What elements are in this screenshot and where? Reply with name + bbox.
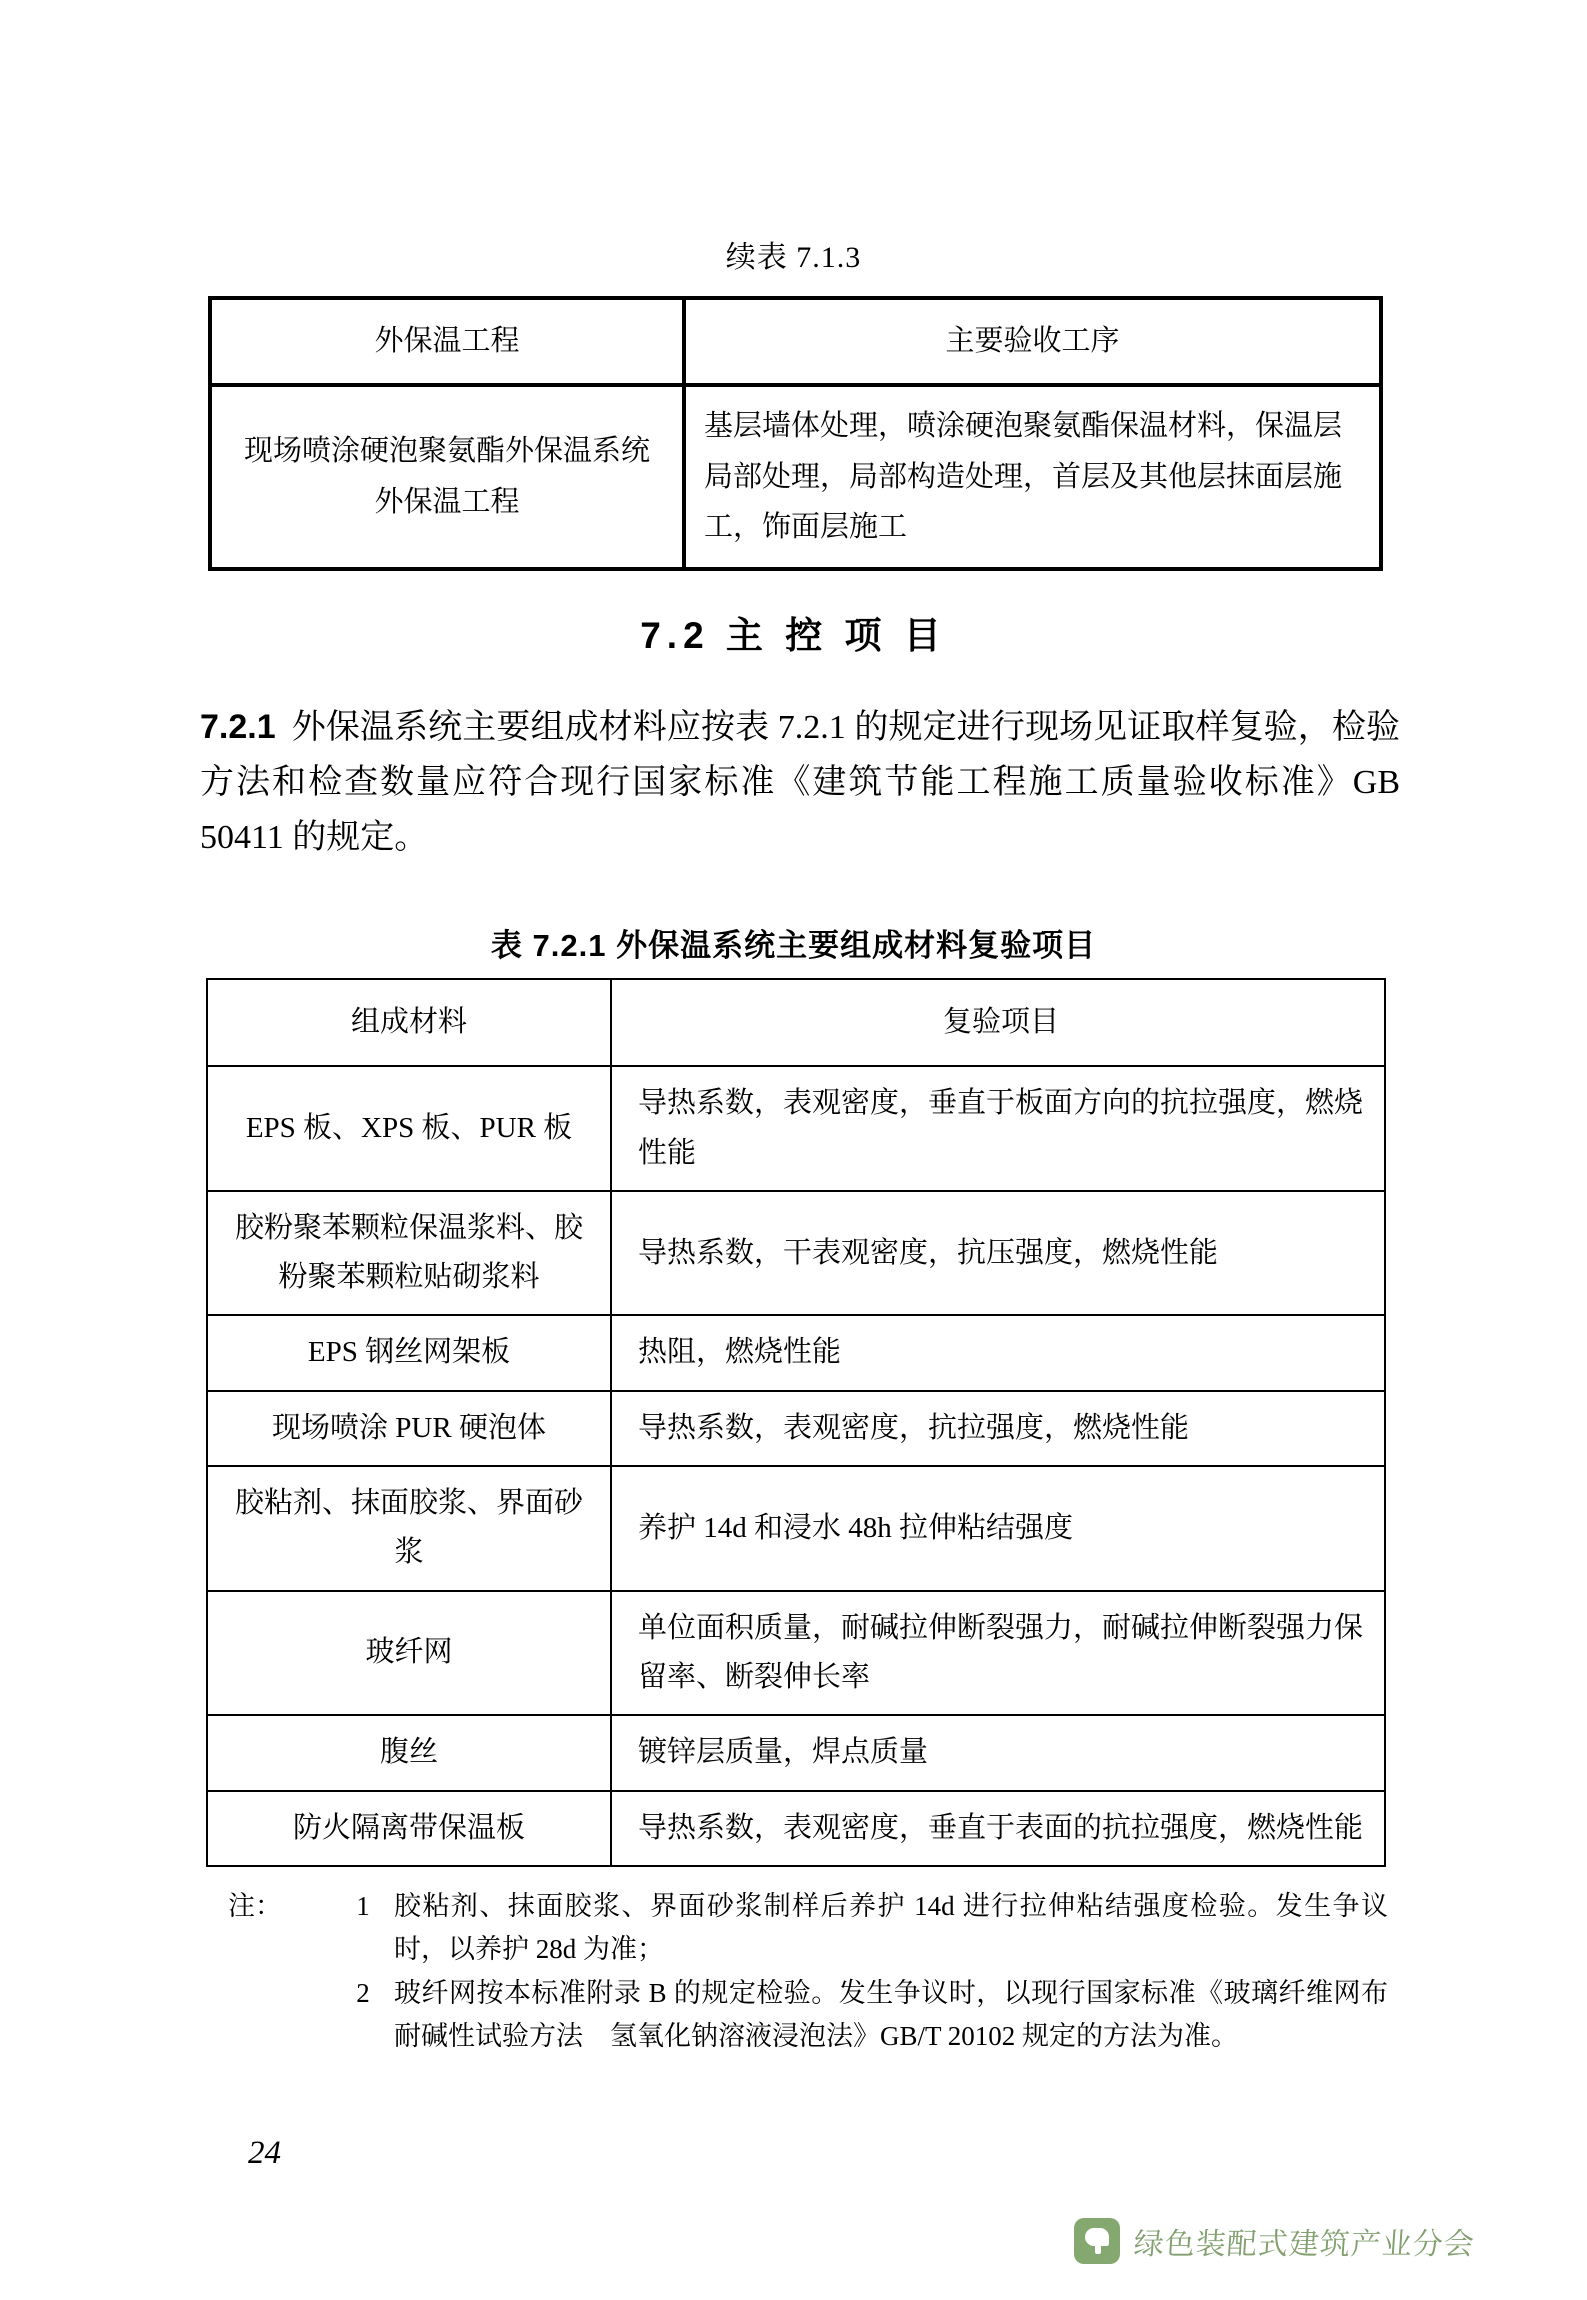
note-text: 胶粘剂、抹面胶浆、界面砂浆制样后养护 14d 进行拉伸粘结强度检验。发生争议时，以养护 28d 为准； xyxy=(394,1891,1388,1964)
section-heading: 7.2 主 控 项 目 xyxy=(640,615,947,656)
cell-material: 胶粘剂、抹面胶浆、界面砂浆 xyxy=(207,1466,611,1591)
table-row xyxy=(207,1315,1385,1390)
cell-items: 导热系数，干表观密度，抗压强度，燃烧性能 xyxy=(611,1191,1385,1316)
table-row xyxy=(210,385,1381,569)
cell-project: 现场喷涂硬泡聚氨酯外保温系统外保温工程 xyxy=(210,385,684,569)
clause-text: 外保温系统主要组成材料应按表 7.2.1 的规定进行现场见证取样复验，检验方法和检查数量应符合现行国家标准《建筑节能工程施工质量验收标准》GB 50411 的规定。 xyxy=(200,709,1400,857)
table-row xyxy=(207,1591,1385,1716)
cell-material: EPS 钢丝网架板 xyxy=(207,1315,611,1390)
note-index: 2 xyxy=(356,1978,370,2009)
note-item xyxy=(228,1885,1388,1970)
note-index: 1 xyxy=(356,1891,370,1921)
note-item xyxy=(228,1972,1388,2057)
page-number: 24 xyxy=(248,2135,281,2171)
table-row xyxy=(207,1715,1385,1790)
table-row xyxy=(207,1466,1385,1591)
table-row xyxy=(207,1791,1385,1866)
notes-label: 注： xyxy=(228,1891,282,1921)
table-notes xyxy=(228,1885,1388,2060)
table-row xyxy=(207,1191,1385,1316)
table-header-row xyxy=(210,298,1381,385)
cell-material: 玻纤网 xyxy=(207,1591,611,1716)
cell-procedures: 基层墙体处理，喷涂硬泡聚氨酯保温材料，保温层局部处理，局部构造处理，首层及其他层抹面层施工，饰面层施工 xyxy=(684,385,1381,569)
column-header-procedures: 主要验收工序 xyxy=(684,298,1381,385)
column-header-items: 复验项目 xyxy=(611,979,1385,1066)
cell-items: 镀锌层质量，焊点质量 xyxy=(611,1715,1385,1790)
column-header-project: 外保温工程 xyxy=(210,298,684,385)
cell-items: 热阻，燃烧性能 xyxy=(611,1315,1385,1390)
cell-material: 腹丝 xyxy=(207,1715,611,1790)
wechat-account-logo-icon xyxy=(1074,2218,1120,2264)
material-reverification-table xyxy=(206,978,1386,1867)
cell-material: EPS 板、XPS 板、PUR 板 xyxy=(207,1066,611,1191)
table-row xyxy=(207,1391,1385,1466)
continued-table xyxy=(208,296,1383,571)
main-table-caption: 表 7.2.1 外保温系统主要组成材料复验项目 xyxy=(490,928,1097,963)
cell-items: 单位面积质量，耐碱拉伸断裂强力，耐碱拉伸断裂强力保留率、断裂伸长率 xyxy=(611,1591,1385,1716)
table-row xyxy=(207,1066,1385,1191)
continued-table-caption: 续表 7.1.3 xyxy=(725,241,862,274)
cell-material: 胶粉聚苯颗粒保温浆料、胶粉聚苯颗粒贴砌浆料 xyxy=(207,1191,611,1316)
cell-material: 现场喷涂 PUR 硬泡体 xyxy=(207,1391,611,1466)
cell-items: 养护 14d 和浸水 48h 拉伸粘结强度 xyxy=(611,1466,1385,1591)
cell-material: 防火隔离带保温板 xyxy=(207,1791,611,1866)
column-header-material: 组成材料 xyxy=(207,979,611,1066)
clause-number: 7.2.1 xyxy=(200,708,276,746)
footer-watermark-text: 绿色装配式建筑产业分会 xyxy=(1132,2228,1476,2261)
footer-watermark xyxy=(1074,2218,1475,2264)
cell-items: 导热系数，表观密度，垂直于表面的抗拉强度，燃烧性能 xyxy=(611,1791,1385,1866)
clause-paragraph xyxy=(200,700,1400,865)
note-text: 玻纤网按本标准附录 B 的规定检验。发生争议时，以现行国家标准《玻璃纤维网布耐碱性试验方法 氢氧化钠溶液浸泡法》GB/T 20102 规定的方法为准。 xyxy=(394,1978,1388,2051)
table-header-row xyxy=(207,979,1385,1066)
cell-items: 导热系数，表观密度，抗拉强度，燃烧性能 xyxy=(611,1391,1385,1466)
cell-items: 导热系数，表观密度，垂直于板面方向的抗拉强度，燃烧性能 xyxy=(611,1066,1385,1191)
